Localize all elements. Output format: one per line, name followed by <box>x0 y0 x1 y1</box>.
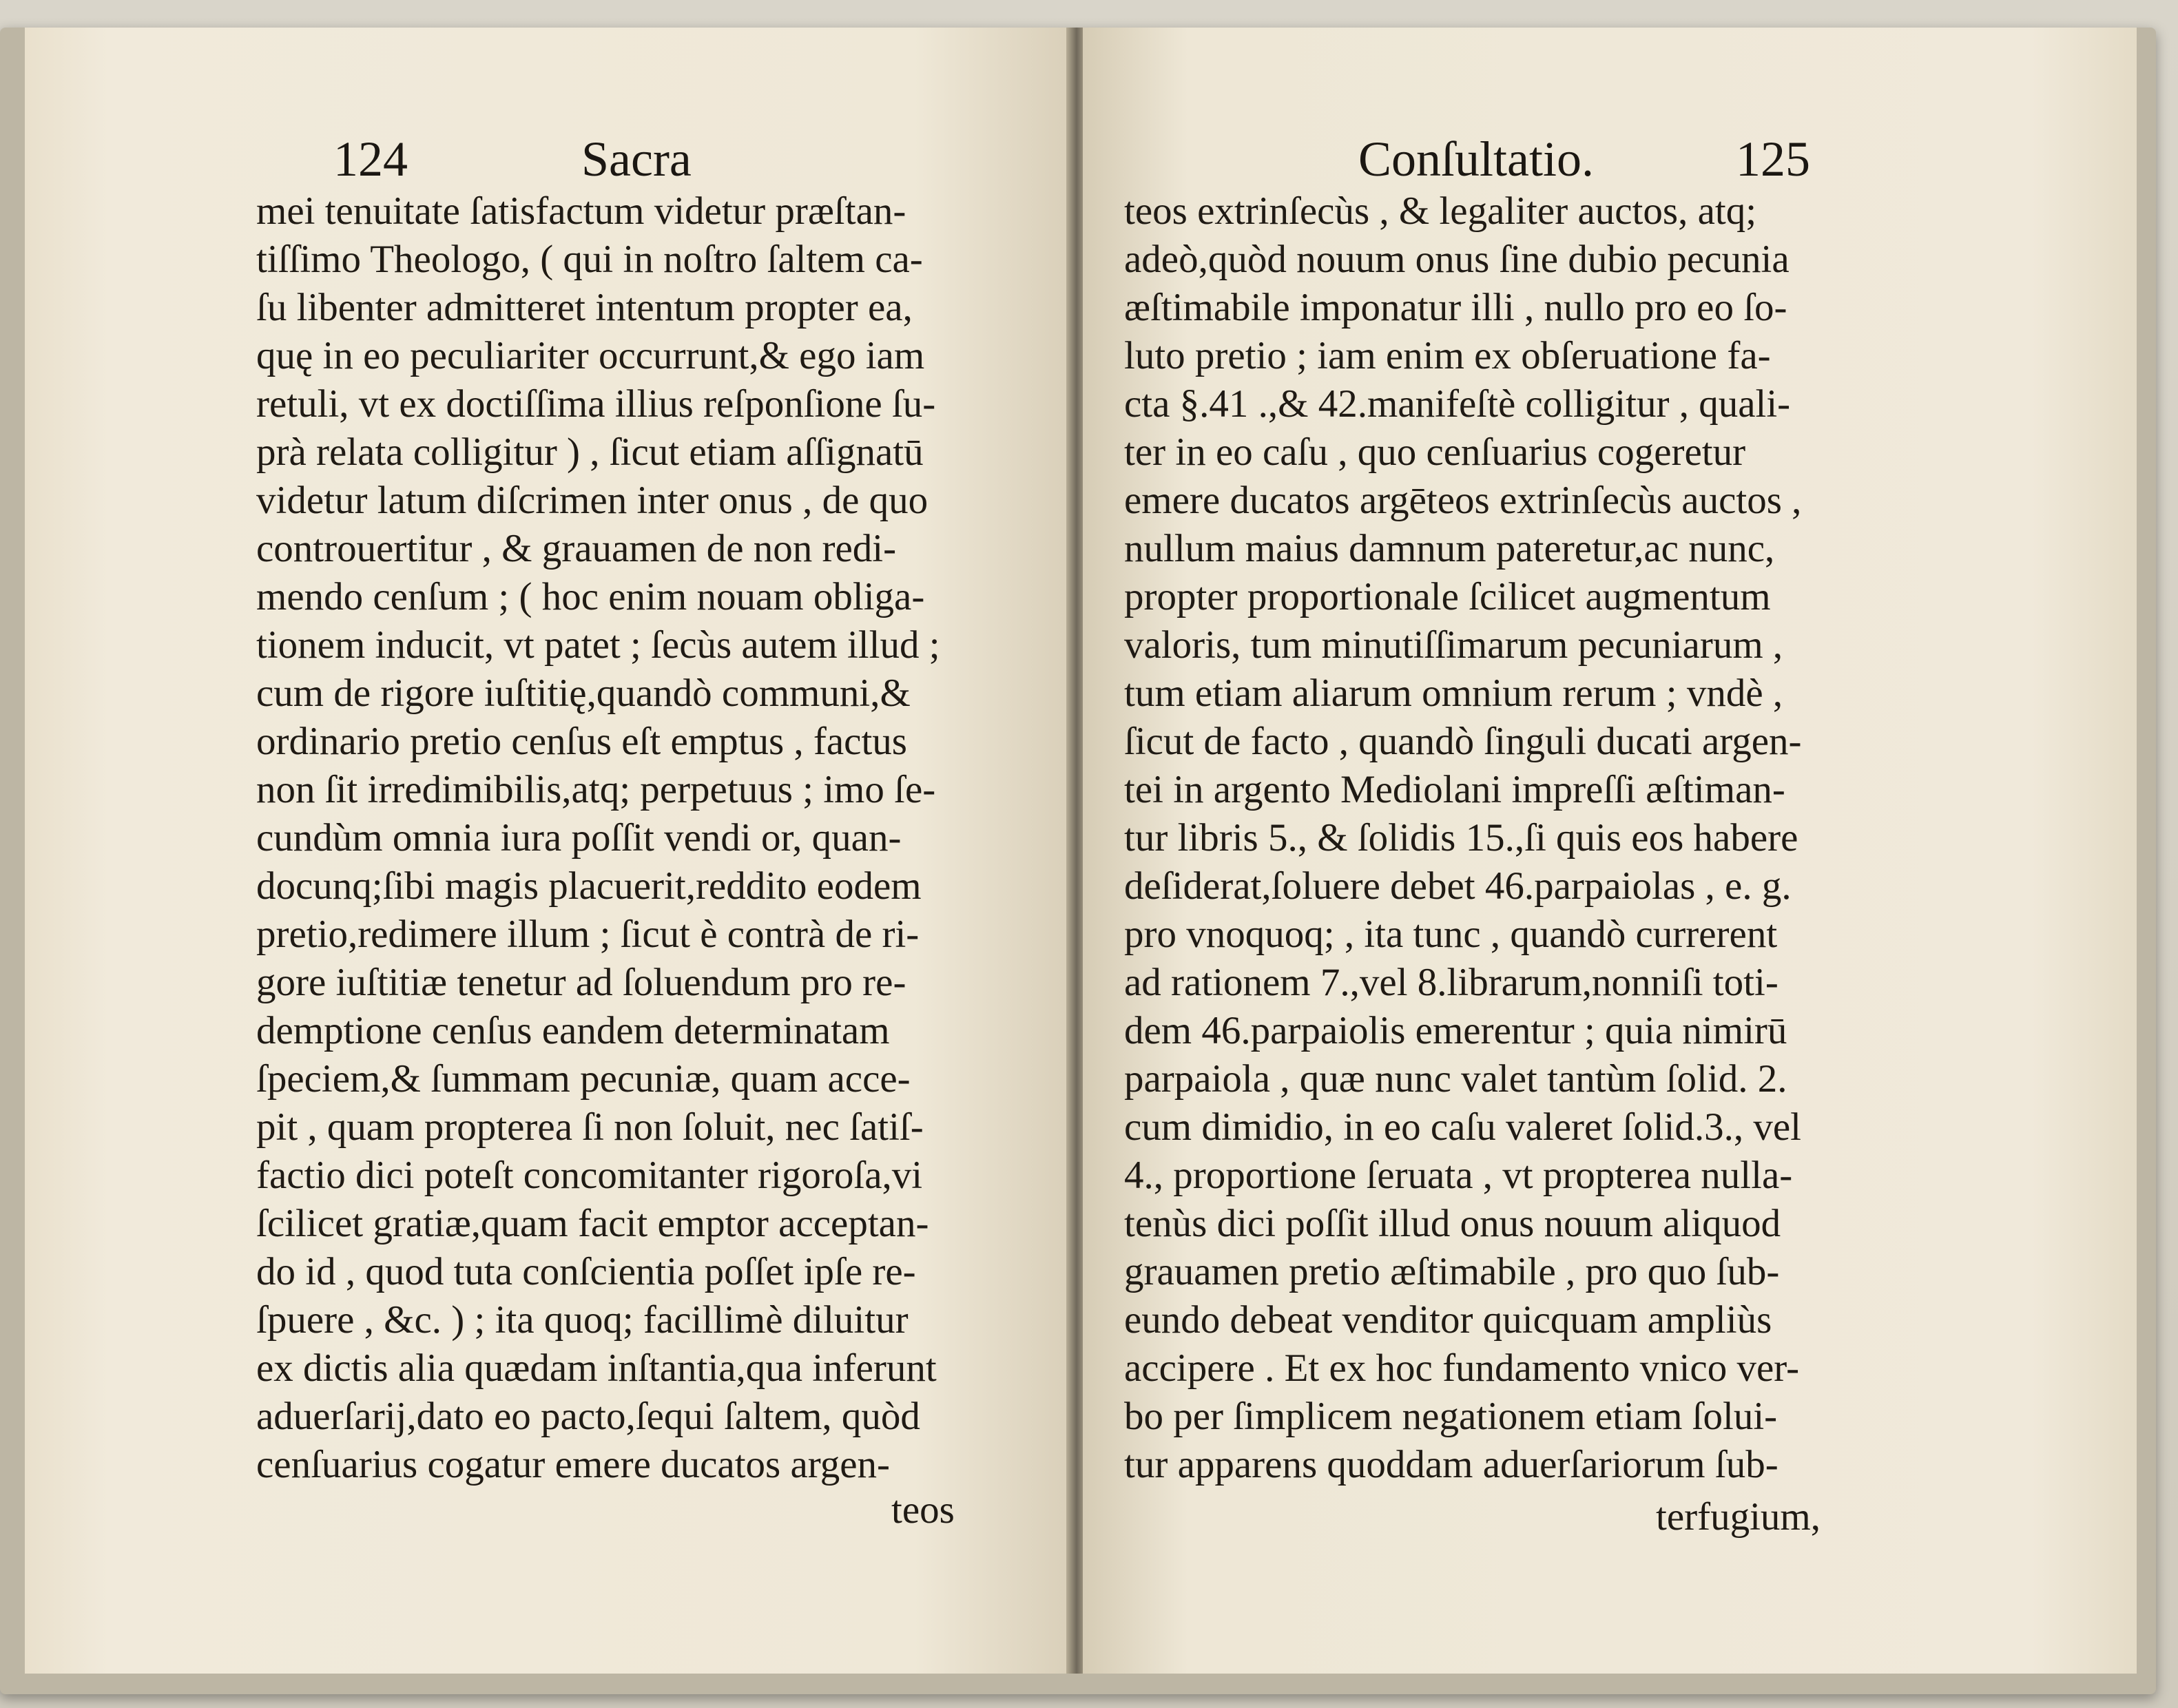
text-line: teos extrinſecùs , & legaliter auctos, atq; <box>1124 189 1757 233</box>
text-line: ad rationem 7.,vel 8.librarum,nonniſi toti- <box>1124 961 1778 1004</box>
text-line: accipere . Et ex hoc fundamento vnico ver- <box>1124 1346 1800 1390</box>
running-head-left: Sacra <box>581 132 692 187</box>
text-line: gore iuſtitiæ tenetur ad ſoluendum pro re- <box>256 961 906 1004</box>
right-page <box>1083 28 2137 1674</box>
text-line: ſu libenter admitteret intentum propter ea, <box>256 286 913 329</box>
text-line: pro vnoquoq; , ita tunc , quandò currerent <box>1124 913 1778 956</box>
text-line: tionem inducit, vt patet ; ſecùs autem illud ; <box>256 623 940 667</box>
text-line: valoris, tum minutiſſimarum pecuniarum , <box>1124 623 1783 667</box>
text-line: æſtimabile imponatur illi , nullo pro eo ſo- <box>1124 286 1787 329</box>
text-line: tum etiam aliarum omnium rerum ; vndè , <box>1124 671 1783 715</box>
text-line: cundùm omnia iura poſſit vendi or, quan- <box>256 816 902 860</box>
left-page <box>25 28 1072 1674</box>
text-line: retuli, vt ex doctiſſima illius reſponſione ſu- <box>256 382 936 426</box>
text-line: tur apparens quoddam aduerſariorum ſub- <box>1124 1443 1778 1486</box>
text-line: tur libris 5., & ſolidis 15.,ſi quis eos habere <box>1124 816 1798 860</box>
text-line: deſiderat,ſoluere debet 46.parpaiolas , e. g. <box>1124 864 1792 908</box>
text-line: demptione cenſus eandem determinatam <box>256 1009 890 1052</box>
text-line: 4., proportione ſeruata , vt propterea nulla- <box>1124 1154 1793 1197</box>
text-line: pit , quam propterea ſi non ſoluit, nec ſatiſ- <box>256 1105 924 1149</box>
text-line: non ſit irredimibilis,atq; perpetuus ; imo ſe- <box>256 768 936 811</box>
text-line: emere ducatos argēteos extrinſecùs auctos , <box>1124 479 1802 522</box>
text-line: do id , quod tuta conſcientia poſſet ipſe re- <box>256 1250 916 1293</box>
text-line: nullum maius damnum pateretur,ac nunc, <box>1124 527 1775 570</box>
page-number-left: 124 <box>333 132 408 187</box>
catchword-left: teos <box>891 1488 955 1532</box>
text-line: factio dici poteſt concomitanter rigoroſa,vi <box>256 1154 923 1197</box>
text-line: ordinario pretio cenſus eſt emptus , factus <box>256 720 907 763</box>
text-line: controuertitur , & grauamen de non redi- <box>256 527 897 570</box>
text-line: dem 46.parpaiolis emerentur ; quia nimirū <box>1124 1009 1787 1052</box>
text-line: adeò,quòd nouum onus ſine dubio pecunia <box>1124 238 1790 281</box>
text-line: pretio,redimere illum ; ſicut è contrà de ri- <box>256 913 920 956</box>
text-line: mei tenuitate ſatisfactum videtur præſtan- <box>256 189 906 233</box>
text-line: tei in argento Mediolani impreſſi æſtiman- <box>1124 768 1785 811</box>
text-line: cum dimidio, in eo caſu valeret ſolid.3., vel <box>1124 1105 1801 1149</box>
text-line: bo per ſimplicem negationem etiam ſolui- <box>1124 1395 1778 1438</box>
text-line: parpaiola , quæ nunc valet tantùm ſolid. 2. <box>1124 1057 1787 1101</box>
text-line: tenùs dici poſſit illud onus nouum aliquod <box>1124 1202 1781 1245</box>
text-line: mendo cenſum ; ( hoc enim nouam obliga- <box>256 575 925 618</box>
text-line: videtur latum diſcrimen inter onus , de quo <box>256 479 929 522</box>
text-line: ſcilicet gratiæ,quam facit emptor acceptan- <box>256 1202 929 1245</box>
text-line: docunq;ſibi magis placuerit,reddito eodem <box>256 864 922 908</box>
text-line: luto pretio ; iam enim ex obſeruatione fa- <box>1124 334 1771 377</box>
text-line: grauamen pretio æſtimabile , pro quo ſub- <box>1124 1250 1780 1293</box>
text-line: eundo debeat venditor quicquam ampliùs <box>1124 1298 1772 1342</box>
catchword-right: terfugium, <box>1656 1495 1821 1539</box>
text-line: propter proportionale ſcilicet augmentum <box>1124 575 1771 618</box>
text-line: ſpuere , &c. ) ; ita quoq; facillimè diluitur <box>256 1298 909 1342</box>
page-number-right: 125 <box>1736 132 1810 187</box>
text-line: ter in eo caſu , quo cenſuarius cogeretur <box>1124 430 1746 474</box>
text-line: ſpeciem,& ſummam pecuniæ, quam acce- <box>256 1057 911 1101</box>
left-page-body <box>256 187 940 1489</box>
text-line: tiſſimo Theologo, ( qui in noſtro ſaltem ca- <box>256 238 923 281</box>
right-page-body <box>1124 187 1801 1489</box>
text-line: quę in eo peculiariter occurrunt,& ego iam <box>256 334 925 377</box>
text-line: ſicut de facto , quandò ſinguli ducati argen- <box>1124 720 1802 763</box>
text-line: aduerſarij,dato eo pacto,ſequi ſaltem, quòd <box>256 1395 920 1438</box>
text-line: cta §.41 .,& 42.manifeſtè colligitur , quali- <box>1124 382 1791 426</box>
text-line: prà relata colligitur ) , ſicut etiam aſſignatū <box>256 430 924 474</box>
text-line: cum de rigore iuſtitię,quandò communi,& <box>256 671 911 715</box>
running-head-right: Conſultatio. <box>1358 132 1594 187</box>
text-line: cenſuarius cogatur emere ducatos argen- <box>256 1443 891 1486</box>
text-line: ex dictis alia quædam inſtantia,qua inferunt <box>256 1346 937 1390</box>
